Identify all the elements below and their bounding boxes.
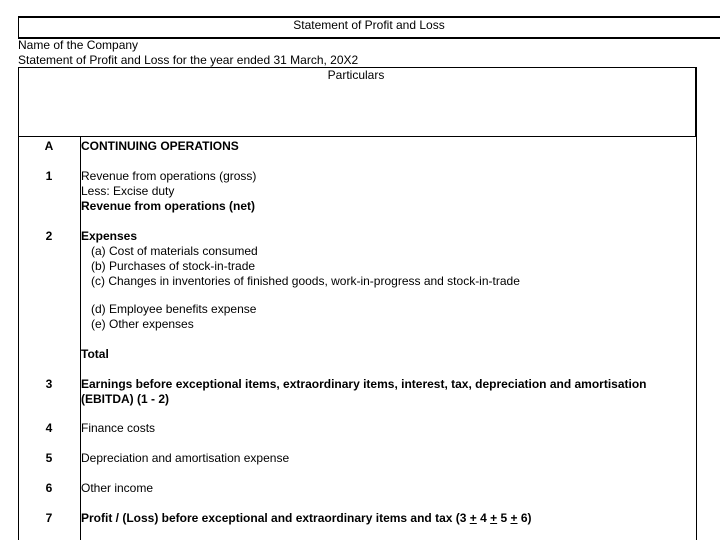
- row-number: 6: [45, 481, 53, 495]
- revenue-net-label: Revenue from operations (net): [81, 199, 256, 213]
- expense-item: (e) Other expenses: [91, 317, 194, 331]
- expenses-total-label: Total: [81, 347, 109, 361]
- row-number: 1: [45, 169, 53, 183]
- row-number: 2: [45, 229, 53, 243]
- row-number: 5: [45, 451, 53, 465]
- expense-item: (d) Employee benefits expense: [91, 302, 257, 316]
- table-right-rule: [696, 137, 697, 540]
- table-left-rule: [18, 137, 19, 540]
- continuing-operations-heading: CONTINUING OPERATIONS: [81, 139, 239, 153]
- expense-item: (c) Changes in inventories of finished goods, work-in-progress and stock-in-trade: [91, 274, 520, 288]
- expenses-heading: Expenses: [81, 229, 138, 243]
- depreciation-label: Depreciation and amortisation expense: [81, 451, 290, 465]
- ebitda-label-line1: Earnings before exceptional items, extraordinary items, interest, tax, depreciation and amortisation: [81, 377, 647, 391]
- row-number: 3: [45, 377, 53, 391]
- page-title: Statement of Profit and Loss: [293, 18, 445, 32]
- revenue-gross-label: Revenue from operations (gross): [81, 169, 257, 183]
- profit-before-exceptional-label: Profit / (Loss) before exceptional and extraordinary items and tax (3 + 4 + 5 + 6): [81, 511, 532, 525]
- other-income-label: Other income: [81, 481, 154, 495]
- particulars-column-header: Particulars: [327, 68, 385, 82]
- expense-item: (b) Purchases of stock-in-trade: [91, 259, 256, 273]
- ebitda-label-line2: (EBITDA) (1 - 2): [81, 392, 169, 406]
- row-number: A: [44, 139, 54, 153]
- statement-subtitle: Statement of Profit and Loss for the year ended 31 March, 20X2: [18, 53, 359, 67]
- row-number: 7: [45, 511, 53, 525]
- company-name: Name of the Company: [18, 38, 139, 52]
- finance-costs-label: Finance costs: [81, 421, 156, 435]
- row-number: 4: [45, 421, 53, 435]
- expense-item: (a) Cost of materials consumed: [91, 244, 258, 258]
- excise-duty-label: Less: Excise duty: [81, 184, 175, 198]
